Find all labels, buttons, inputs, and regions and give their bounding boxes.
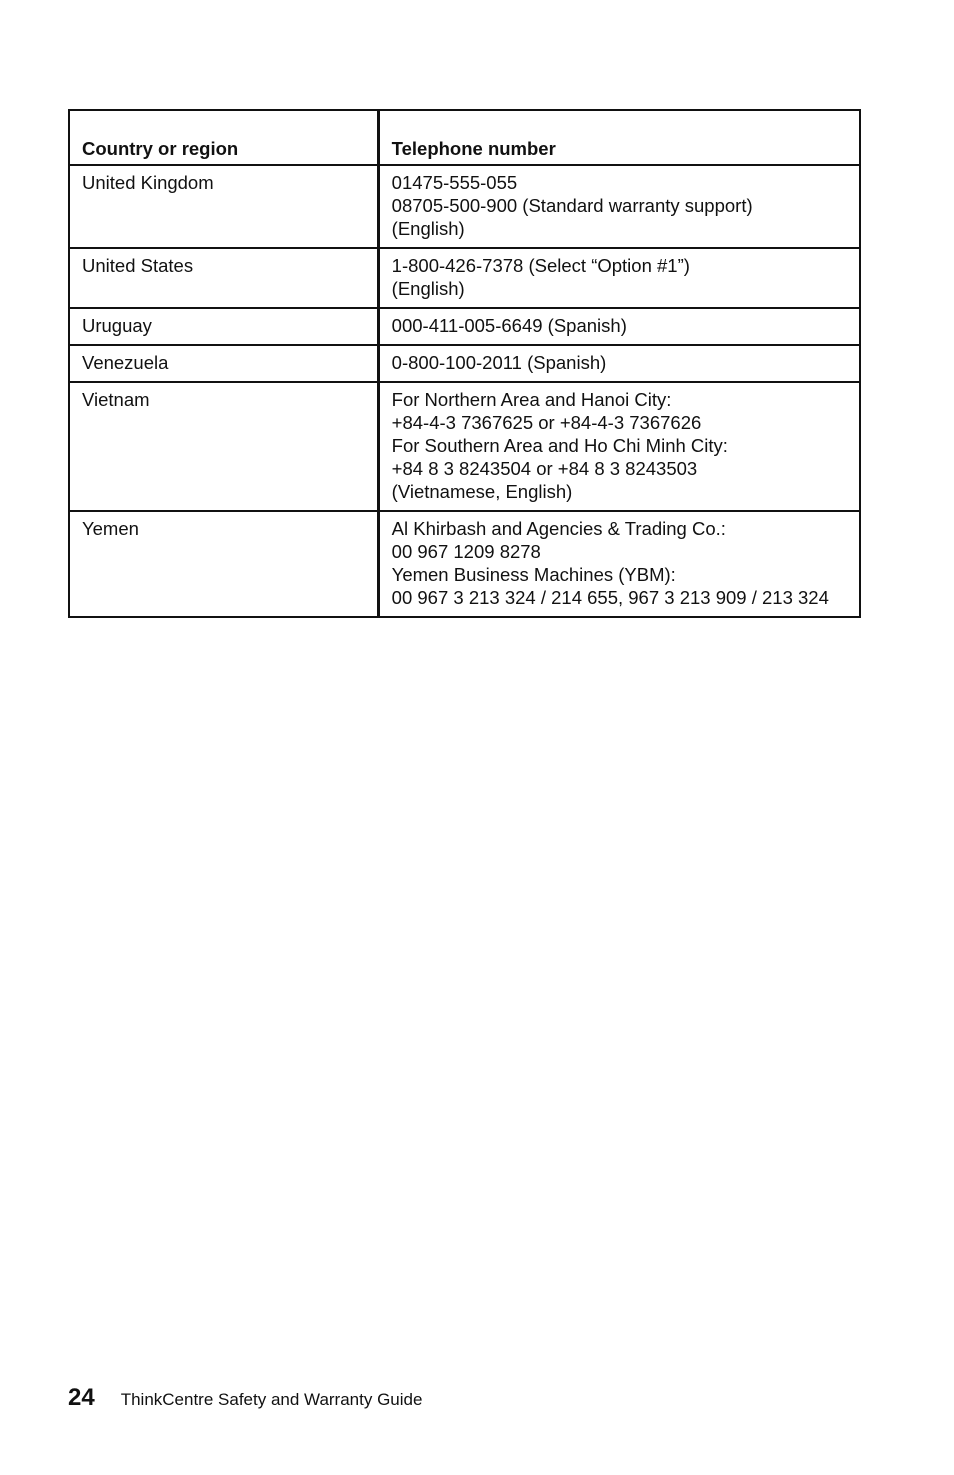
page-number: 24 bbox=[68, 1384, 95, 1411]
telephone-line: 01475-555-055 bbox=[391, 172, 518, 193]
country-cell: Yemen bbox=[69, 511, 378, 617]
telephone-line: (English) bbox=[391, 278, 465, 299]
telephone-cell bbox=[378, 511, 860, 617]
column-header-telephone: Telephone number bbox=[378, 110, 860, 165]
telephone-cell bbox=[378, 382, 860, 511]
country-cell: Venezuela bbox=[69, 345, 378, 382]
telephone-line: Yemen Business Machines (YBM): bbox=[391, 564, 676, 585]
telephone-line: For Northern Area and Hanoi City: bbox=[391, 389, 672, 410]
telephone-line: (English) bbox=[391, 218, 465, 239]
book-title: ThinkCentre Safety and Warranty Guide bbox=[120, 1390, 423, 1409]
country-cell: United Kingdom bbox=[69, 165, 378, 248]
country-cell: Uruguay bbox=[69, 308, 378, 345]
telephone-line: 000-411-005-6649 (Spanish) bbox=[391, 315, 627, 336]
table-row bbox=[69, 382, 860, 511]
page-footer bbox=[68, 1384, 422, 1412]
telephone-line: 08705-500-900 (Standard warranty support) bbox=[391, 195, 753, 216]
telephone-line: (Vietnamese, English) bbox=[391, 481, 573, 502]
telephone-line: Al Khirbash and Agencies & Trading Co.: bbox=[391, 518, 726, 539]
telephone-line: For Southern Area and Ho Chi Minh City: bbox=[391, 435, 728, 456]
telephone-cell bbox=[378, 248, 860, 308]
telephone-cell bbox=[378, 345, 860, 382]
telephone-line: 1-800-426-7378 (Select “Option #1”) bbox=[391, 255, 690, 276]
telephone-line: 0-800-100-2011 (Spanish) bbox=[391, 352, 607, 373]
telephone-line: +84-4-3 7367625 or +84-4-3 7367626 bbox=[391, 412, 702, 433]
telephone-line: +84 8 3 8243504 or +84 8 3 8243503 bbox=[391, 458, 698, 479]
table-row bbox=[69, 511, 860, 617]
telephone-line: 00 967 3 213 324 / 214 655, 967 3 213 909 / 213 324 bbox=[391, 587, 829, 608]
table-row bbox=[69, 308, 860, 345]
column-header-country: Country or region bbox=[69, 110, 378, 165]
phone-support-table bbox=[68, 109, 861, 618]
telephone-line: 00 967 1209 8278 bbox=[391, 541, 541, 562]
telephone-cell bbox=[378, 308, 860, 345]
country-cell: Vietnam bbox=[69, 382, 378, 511]
telephone-cell bbox=[378, 165, 860, 248]
table-row bbox=[69, 165, 860, 248]
country-cell: United States bbox=[69, 248, 378, 308]
table-row bbox=[69, 345, 860, 382]
table-row bbox=[69, 248, 860, 308]
table-header-row bbox=[69, 110, 860, 165]
